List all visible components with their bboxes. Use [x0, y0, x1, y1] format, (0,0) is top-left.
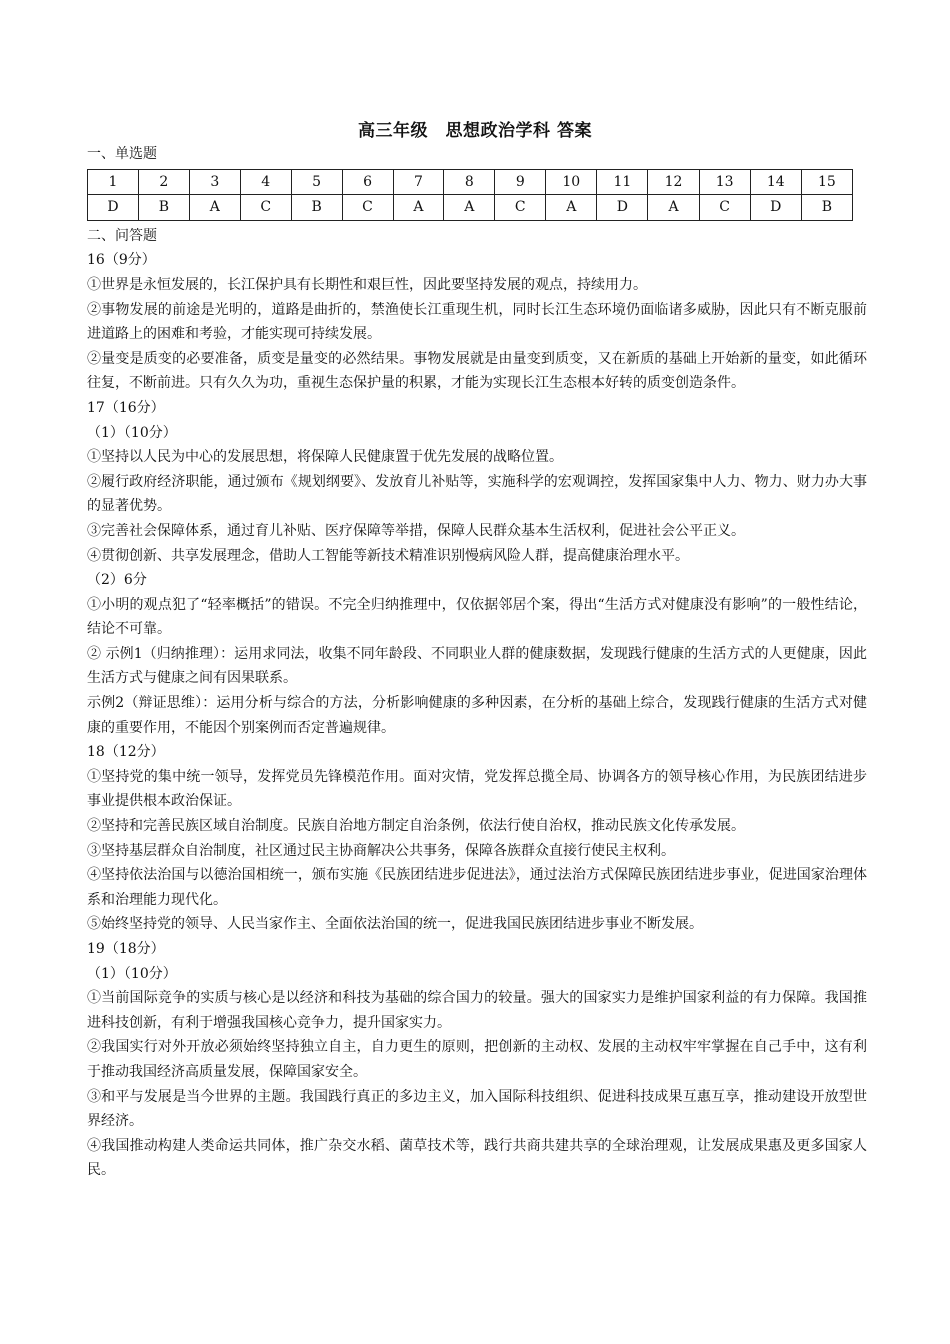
answer-paragraph: ② 示例1（归纳推理）：运用求同法，收集不同年龄段、不同职业人群的健康数据，发现践行健康的生活方式的人更健康，因此生活方式与健康之间有因果联系。 [87, 645, 867, 687]
answer-letter-row [88, 195, 853, 221]
answer-paragraph: ③完善社会保障体系，通过育儿补贴、医疗保障等举措，保障人民群众基本生活权利，促进社会公平正义。 [87, 522, 745, 539]
q19-heading: 19（18分） [87, 941, 165, 957]
section-essay-label: 二、问答题 [87, 227, 157, 244]
answer-cell: B [291, 195, 342, 221]
sub-question-heading: （2）6分 [87, 572, 147, 589]
answer-content [87, 142, 867, 1183]
sub-question-heading: （1）（10分） [87, 965, 177, 982]
answer-paragraph: ②坚持和完善民族区域自治制度。民族自治地方制定自治条例，依法行使自治权，推动民族文化传承发展。 [87, 818, 745, 835]
section-single-choice-label: 一、单选题 [87, 146, 157, 162]
page-title: 高三年级 思想政治学科 答案 [358, 121, 592, 141]
answer-paragraph: ④贯彻创新、共享发展理念，借助人工智能等新技术精准识别慢病风险人群，提高健康治理水平。 [87, 547, 689, 564]
question-number-cell: 9 [495, 169, 546, 195]
answer-paragraph: ④坚持依法治国与以德治国相统一，颁布实施《民族团结进步促进法》，通过法治方式保障民族团结进步事业，促进国家治理体系和治理能力现代化。 [87, 867, 867, 908]
question-number-cell: 12 [648, 169, 699, 195]
answer-cell: A [546, 195, 597, 221]
question-number-cell: 11 [597, 169, 648, 195]
answer-paragraph: ①坚持党的集中统一领导，发挥党员先锋模范作用。面对灾情，党发挥总揽全局、协调各方的领导核心作用，为民族团结进步事业提供根本政治保证。 [87, 768, 867, 810]
answer-paragraph: ②事物发展的前途是光明的，道路是曲折的，禁渔使长江重现生机，同时长江生态环境仍面临诸多威胁，因此只有不断克服前进道路上的困难和考验，才能实现可持续发展。 [87, 301, 867, 343]
answer-paragraph: ①世界是永恒发展的，长江保护具有长期性和艰巨性，因此要坚持发展的观点，持续用力。 [87, 276, 647, 293]
answer-paragraph: ②我国实行对外开放必须始终坚持独立自主，自力更生的原则，把创新的主动权、发展的主动权牢牢掌握在自己手中，这有利于推动我国经济高质量发展，保障国家安全。 [87, 1039, 867, 1080]
question-number-cell: 15 [801, 169, 852, 195]
single-choice-answer-table [87, 169, 853, 221]
answer-paragraph: 示例2（辩证思维）：运用分析与综合的方法，分析影响健康的多种因素，在分析的基础上综合，发现践行健康的生活方式对健康的重要作用，不能因个别案例而否定普遍规律。 [87, 695, 867, 736]
question-number-cell: 6 [342, 169, 393, 195]
question-number-cell: 4 [240, 169, 291, 195]
q17-heading: 17（16分） [87, 399, 165, 416]
answer-cell: C [495, 195, 546, 221]
sub-question-heading: （1）（10分） [87, 424, 177, 441]
answer-paragraph: ②履行政府经济职能，通过颁布《规划纲要》、发放育儿补贴等，实施科学的宏观调控，发挥国家集中人力、物力、财力办大事的显著优势。 [87, 473, 867, 515]
answer-paragraph: ①当前国际竞争的实质与核心是以经济和科技为基础的综合国力的较量。强大的国家实力是维护国家利益的有力保障。我国推进科技创新，有利于增强我国核心竞争力，提升国家实力。 [87, 990, 867, 1031]
question-number-cell: 5 [291, 169, 342, 195]
answer-paragraph: ⑤始终坚持党的领导、人民当家作主、全面依法治国的统一，促进我国民族团结进步事业不断发展。 [87, 916, 703, 933]
answer-paragraph: ③和平与发展是当今世界的主题。我国践行真正的多边主义，加入国际科技组织、促进科技成果互惠互享，推动建设开放型世界经济。 [87, 1088, 867, 1130]
answer-cell: D [597, 195, 648, 221]
answer-cell: C [240, 195, 291, 221]
answer-paragraph: ①坚持以人民为中心的发展思想，将保障人民健康置于优先发展的战略位置。 [87, 449, 563, 466]
answer-cell: C [699, 195, 750, 221]
answer-paragraph: ③坚持基层群众自治制度，社区通过民主协商解决公共事务，保障各族群众直接行使民主权利。 [87, 842, 675, 859]
answer-cell: D [750, 195, 801, 221]
answer-cell: A [444, 195, 495, 221]
answer-cell: A [189, 195, 240, 221]
question-number-cell: 13 [699, 169, 750, 195]
q16-heading: 16（9分） [87, 252, 156, 269]
answer-cell: C [342, 195, 393, 221]
answer-cell: A [648, 195, 699, 221]
question-number-row [88, 169, 853, 195]
question-number-cell: 7 [393, 169, 444, 195]
question-number-cell: 1 [88, 169, 139, 195]
question-number-cell: 14 [750, 169, 801, 195]
question-number-cell: 10 [546, 169, 597, 195]
q18-heading: 18（12分） [87, 744, 165, 761]
question-number-cell: 2 [138, 169, 189, 195]
answer-paragraph: ④我国推动构建人类命运共同体，推广杂交水稻、菌草技术等，践行共商共建共享的全球治理观，让发展成果惠及更多国家人民。 [87, 1137, 867, 1179]
answer-cell: B [801, 195, 852, 221]
answer-paragraph: ①小明的观点犯了“轻率概括”的错误。不完全归纳推理中，仅依据邻居个案，得出“生活方式对健康没有影响”的一般性结论，结论不可靠。 [87, 596, 867, 638]
answer-cell: D [88, 195, 139, 221]
question-number-cell: 8 [444, 169, 495, 195]
answer-paragraph: ②量变是质变的必要准备，质变是量变的必然结果。事物发展就是由量变到质变，又在新质的基础上开始新的量变，如此循环往复，不断前进。只有久久为功，重视生态保护量的积累，才能为实现长江生态根本好转的质变创造条件。 [87, 350, 867, 392]
answer-cell: B [138, 195, 189, 221]
answer-cell: A [393, 195, 444, 221]
question-number-cell: 3 [189, 169, 240, 195]
